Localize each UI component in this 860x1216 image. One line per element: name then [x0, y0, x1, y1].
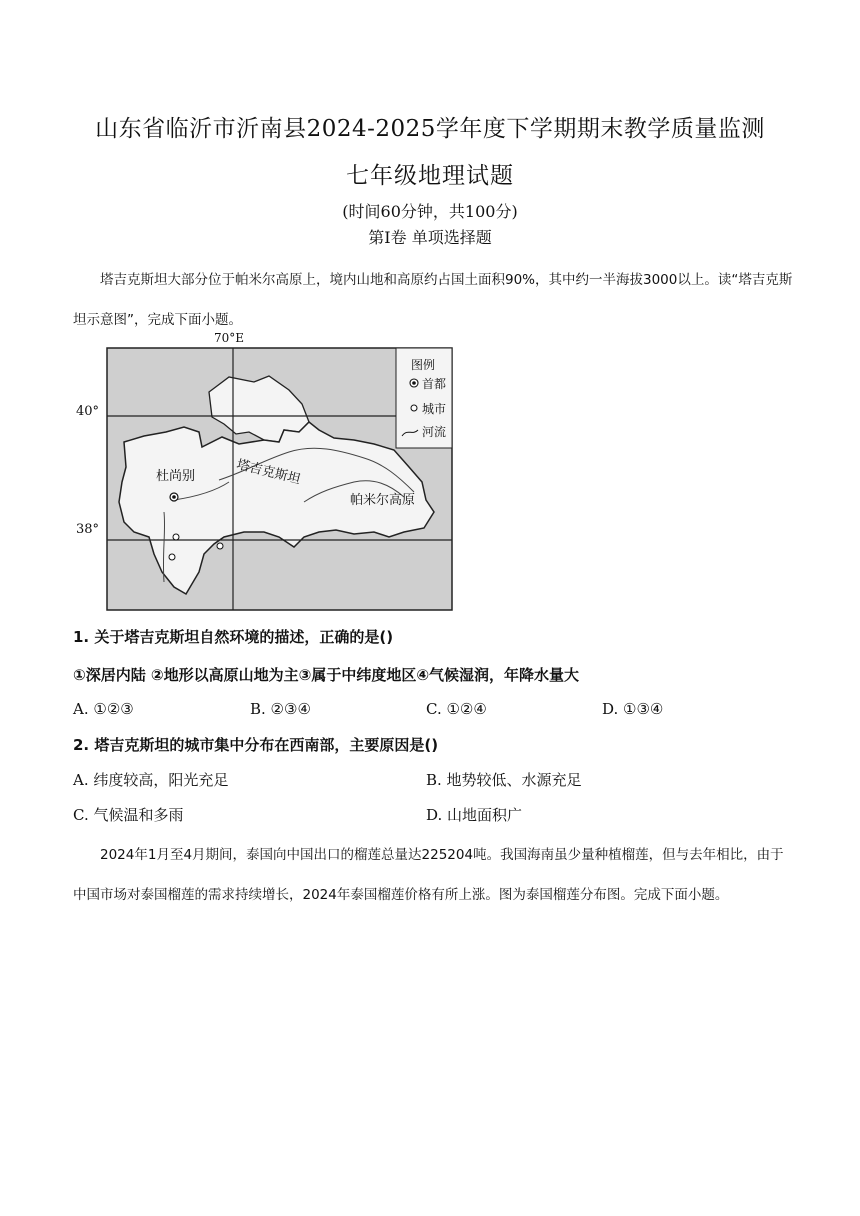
city-marker	[173, 534, 179, 540]
time-note: (时间60分钟，共100分)	[342, 202, 518, 221]
city-marker	[169, 554, 175, 560]
section-heading: 第I卷 单项选择题	[368, 228, 492, 247]
latitude-label-40: 40°	[76, 404, 100, 419]
legend-river-label: 河流	[422, 425, 447, 439]
longitude-label: 70°E	[214, 332, 245, 345]
city-marker	[217, 543, 223, 549]
legend-city-label: 城市	[422, 402, 447, 416]
question-2-stem: 2. 塔吉克斯坦的城市集中分布在西南部，主要原因是()	[73, 736, 439, 754]
question-2-option-b[interactable]: B. 地势较低、水源充足	[426, 771, 582, 789]
question-2-option-d[interactable]: D. 山地面积广	[426, 806, 523, 824]
question-1-option-d[interactable]: D. ①③④	[602, 700, 664, 718]
legend-capital-label: 首都	[422, 377, 447, 391]
exam-subtitle: 七年级地理试题	[346, 163, 514, 189]
question-1-stem: 1. 关于塔吉克斯坦自然环境的描述，正确的是()	[73, 628, 394, 646]
intro-paragraph-2: 2024年1月至4月期间，泰国向中国出口的榴莲总量达225204吨。我国海南虽少量种植榴莲，但与去年相比，由于中国市场对泰国榴莲的需求持续增长，2024年泰国榴莲价格有所上涨。图为泰国榴莲分布图。完成下面小题。	[73, 847, 784, 903]
intro-paragraph-1: 塔吉克斯坦大部分位于帕米尔高原上，境内山地和高原约占国土面积90%，其中约一半海拔3000以上。读“塔吉克斯坦示意图”，完成下面小题。	[73, 272, 793, 328]
capital-label: 杜尚别	[156, 469, 196, 484]
question-2-option-c[interactable]: C. 气候温和多雨	[73, 806, 184, 824]
question-1-option-b[interactable]: B. ②③④	[250, 700, 311, 718]
tajikistan-map	[104, 332, 454, 612]
question-1-option-c[interactable]: C. ①②④	[426, 700, 487, 718]
country-label: 塔吉克斯坦	[235, 457, 302, 488]
legend-city-icon	[411, 405, 417, 411]
legend-title: 图例	[411, 358, 436, 372]
plateau-label: 帕米尔高原	[350, 493, 416, 508]
question-2-option-a[interactable]: A. 纬度较高，阳光充足	[73, 771, 229, 789]
latitude-label-38: 38°	[76, 522, 100, 537]
capital-marker-dot	[172, 495, 176, 499]
legend-capital-icon-dot	[412, 381, 416, 385]
question-1-statements: ①深居内陆 ②地形以高原山地为主③属于中纬度地区④气候湿润，年降水量大	[73, 666, 580, 684]
exam-title: 山东省临沂市沂南县2024-2025学年度下学期期末教学质量监测	[95, 116, 765, 142]
question-1-option-a[interactable]: A. ①②③	[73, 700, 134, 718]
